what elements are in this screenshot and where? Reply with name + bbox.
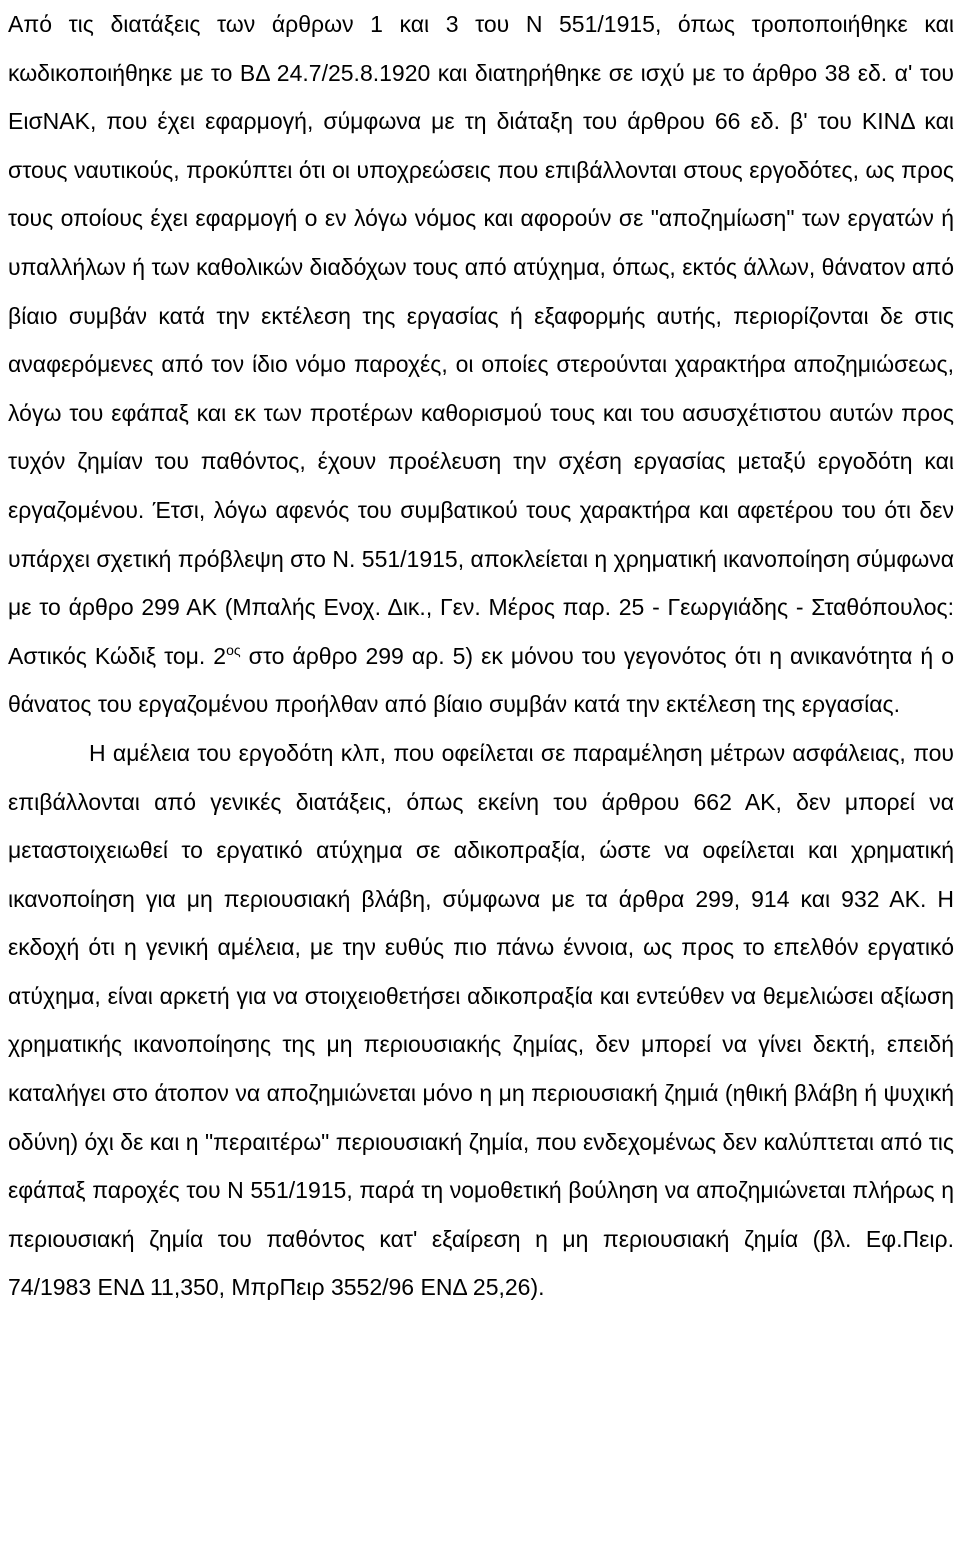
paragraph-1 <box>8 0 954 729</box>
paragraph-2: Η αμέλεια του εργοδότη κλπ, που οφείλεται σε παραμέληση μέτρων ασφάλειας, που επιβάλλονται από γενικές διατάξεις, όπως εκείνη του άρθρου 662 ΑΚ, δεν μπορεί να μεταστοιχειωθεί το εργατικό ατύχημα σε αδικοπραξία, ώστε να οφείλεται και χρηματική ικανοποίηση για μη περιουσιακή βλάβη, σύμφωνα με τα άρθρα 299, 914 και 932 ΑΚ. Η εκδοχή ότι η γενική αμέλεια, με την ευθύς πιο πάνω έννοια, ως προς το επελθόν εργατικό ατύχημα, είναι αρκετή για να στοιχειοθετήσει αδικοπραξία και εντεύθεν να θεμελιώσει αξίωση χρηματικής ικανοποίησης της μη περιουσιακής ζημίας, δεν μπορεί να γίνει δεκτή, επειδή καταλήγει στο άτοπον να αποζημιώνεται μόνο η μη περιουσιακή ζημιά (ηθική βλάβη ή ψυχική οδύνη) όχι δε και η "περαιτέρω" περιουσιακή ζημία, που ενδεχομένως δεν καλύπτεται από τις εφάπαξ παροχές του Ν 551/1915, παρά τη νομοθετική βούληση να αποζημιώνεται πλήρως η περιουσιακή ζημία του παθόντος κατ' εξαίρεση η μη περιουσιακή ζημία (βλ. Εφ.Πειρ. 74/1983 ΕΝΔ 11,350, ΜπρΠειρ 3552/96 ΕΝΔ 25,26). <box>8 739 954 1301</box>
ordinal-superscript: ος <box>226 641 241 658</box>
document-page <box>8 0 954 1312</box>
paragraph-1-continuation: στο άρθρο 299 αρ. 5) εκ μόνου του γεγονότος ότι η ανικανότητα ή ο θάνατος του εργαζομένου προήλθαν από βίαιο συμβάν κατά την εκτέλεση της εργασίας. <box>8 642 954 718</box>
paragraph-1-text: Από τις διατάξεις των άρθρων 1 και 3 του Ν 551/1915, όπως τροποποιήθηκε και κωδικοποιήθηκε με το ΒΔ 24.7/25.8.1920 και διατηρήθηκε σε ισχύ με το άρθρο 38 εδ. α' του ΕισΝΑΚ, που έχει εφαρμογή, σύμφωνα με τη διάταξη του άρθρου 66 εδ. β' του ΚΙΝΔ και στους ναυτικούς, προκύπτει ότι οι υποχρεώσεις που επιβάλλονται στους εργοδότες, ως προς τους οποίους έχει εφαρμογή ο εν λόγω νόμος και αφορούν σε "αποζημίωση" των εργατών ή υπαλλήλων ή των καθολικών διαδόχων τους από ατύχημα, όπως, εκτός άλλων, θάνατον από βίαιο συμβάν κατά την εκτέλεση της εργασίας ή εξαφορμής αυτής, περιορίζονται δε στις αναφερόμενες από τον ίδιο νόμο παροχές, οι οποίες στερούνται χαρακτήρα αποζημιώσεως, λόγω του εφάπαξ και εκ των προτέρων καθορισμού τους και του ασυσχέτιστου αυτών προς τυχόν ζημίαν του παθόντος, έχουν προέλευση την σχέση εργασίας μεταξύ εργοδότη και εργαζομένου. Έτσι, λόγω αφενός του συμβατικού τους χαρακτήρα και αφετέρου του ότι δεν υπάρχει σχετική πρόβλεψη στο Ν. 551/1915, αποκλείεται η χρηματική ικανοποίηση σύμφωνα με το άρθρο 299 ΑΚ (Μπαλής Ενοχ. Δικ., Γεν. Μέρος παρ. 25 - Γεωργιάδης - Σταθόπουλος: Αστικός Κώδιξ τομ. 2 <box>8 11 954 669</box>
